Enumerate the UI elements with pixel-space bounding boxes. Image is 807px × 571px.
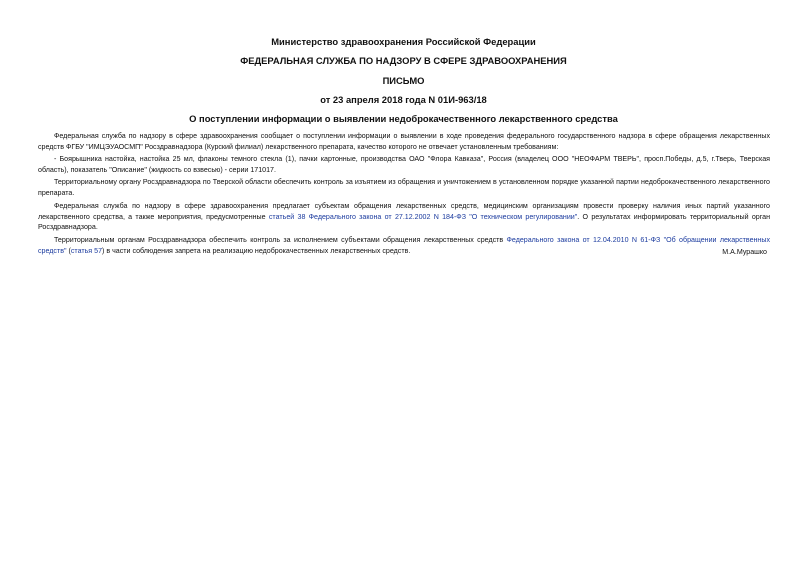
document-type: ПИСЬМО: [382, 75, 425, 86]
ministry-title: Министерство здравоохранения Российской Федерации: [271, 36, 536, 47]
law-184fz-link[interactable]: статьей 38 Федерального закона от 27.12.2002 N 184-ФЗ "О техническом регулировании": [268, 212, 578, 221]
paragraph-5-text-start: Территориальным органам Росздравнадзора обеспечить контроль за исполнением субъектами обращения лекарственных средств: [54, 235, 507, 244]
paragraph-4: [38, 201, 770, 234]
paragraph-2: - Боярышника настойка, настойка 25 мл, флаконы темного стекла (1), пачки картонные, производства ОАО "Флора Кавказа", Россия (владелец ООО "НЕОФАРМ ТВЕРЬ", просп.Победы, д.5, г.Тверь, Тверская область), показатель "Описание" (жидкость со взвесью) - серии 171017.: [38, 155, 770, 175]
law-61fz-link[interactable]: Федерального закона от 12.04.2010 N 61-ФЗ "Об обращении лекарственных средств": [38, 235, 770, 255]
document-subject: О поступлении информации о выявлении недоброкачественного лекарственного средства: [189, 113, 618, 124]
letter-body: [38, 131, 770, 258]
document-date-number: от 23 апреля 2018 года N 01И-963/18: [320, 94, 487, 105]
paragraph-3: Территориальному органу Росздравнадзора по Тверской области обеспечить контроль за изъятием из обращения и уничтожением в установленном порядке указанной партии недоброкачественного лекарственного препарата.: [38, 178, 770, 198]
paragraph-5-text-mid: (: [66, 246, 71, 255]
service-title: ФЕДЕРАЛЬНАЯ СЛУЖБА ПО НАДЗОРУ В СФЕРЕ ЗДРАВООХРАНЕНИЯ: [240, 55, 567, 66]
paragraph-5: [38, 235, 770, 257]
paragraph-1: Федеральная служба по надзору в сфере здравоохранения сообщает о поступлении информации о выявлении в ходе проведения федерального государственного надзора в сфере обращения лекарственных средств ФГБУ "ИМЦЭУАОСМП" Росздравнадзора (Курский филиал) лекарственного препарата, качество которого не отвечает установленным требованиям:: [38, 132, 770, 151]
signature: М.А.Мурашко: [722, 248, 767, 256]
paragraph-5-text-end: ) в части соблюдения запрета на реализацию недоброкачественных лекарственных средств.: [102, 246, 411, 255]
article-57-link[interactable]: статья 57: [70, 246, 103, 255]
paragraph-4-text-end: . О результатах информировать территориальный орган Росздравнадзора.: [38, 212, 771, 232]
paragraph-4-text-start: Федеральная служба по надзору в сфере здравоохранения предлагает субъектам обращения лекарственных средств, медицинским организациям провести проверку наличия иных партий указанного лекарственного средства, а также мероприятия, предусмотренные: [38, 201, 770, 221]
